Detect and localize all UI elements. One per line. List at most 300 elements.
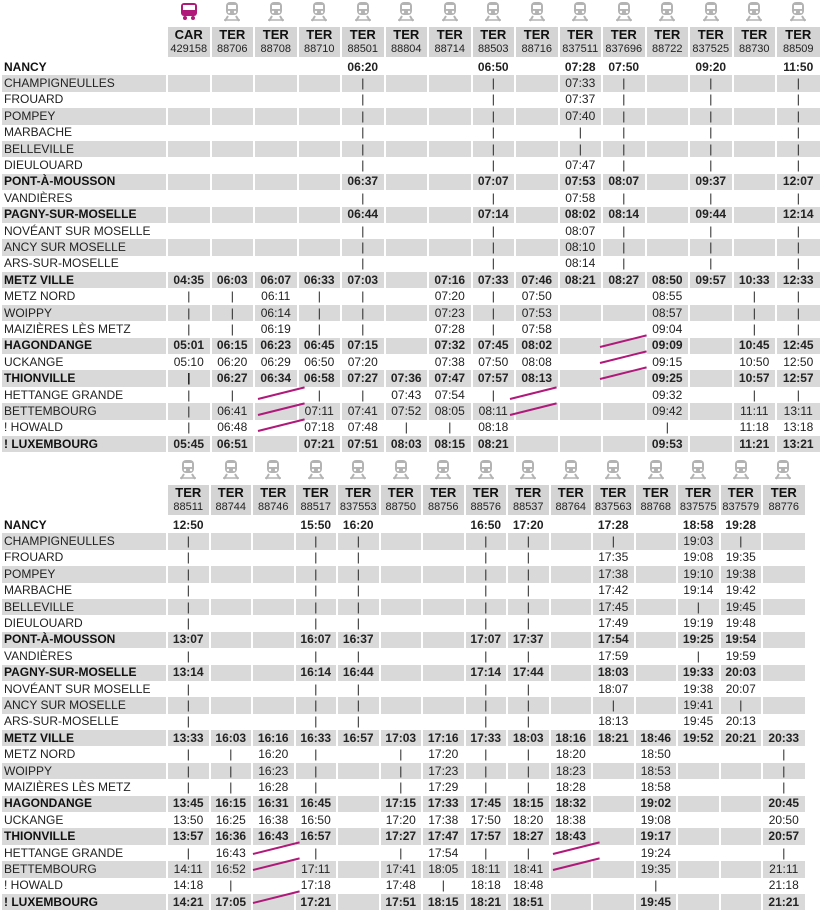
departure-time: | — [507, 697, 550, 713]
departure-time: | — [298, 387, 342, 403]
departure-time — [167, 108, 211, 124]
departure-time — [677, 796, 720, 812]
bus-icon — [178, 0, 200, 22]
departure-time: 18:15 — [507, 796, 550, 812]
service-type: TER — [295, 485, 338, 500]
station-name: WOIPPY — [2, 763, 167, 779]
departure-time — [733, 174, 777, 190]
departure-time — [592, 861, 635, 877]
departure-time: 18:15 — [422, 894, 465, 910]
departure-time — [422, 714, 465, 730]
departure-time — [515, 436, 559, 452]
train-number: 88730 — [733, 42, 777, 58]
departure-time: 08:07 — [602, 174, 646, 190]
icon-cell — [252, 458, 295, 485]
table-row — [2, 288, 820, 304]
station-name: HAGONDANGE — [2, 796, 167, 812]
departure-time: | — [167, 370, 211, 386]
train-icon — [390, 458, 412, 480]
departure-time: 06:29 — [254, 354, 298, 370]
departure-time: | — [298, 305, 342, 321]
departure-time — [385, 288, 429, 304]
departure-time — [167, 190, 211, 206]
departure-time: | — [635, 878, 678, 894]
departure-time: 08:07 — [559, 223, 603, 239]
departure-time — [646, 207, 690, 223]
train-icon — [262, 458, 284, 480]
service-type: TER — [515, 27, 559, 42]
departure-time: 17:03 — [380, 730, 423, 746]
departure-time: 17:41 — [380, 861, 423, 877]
departure-time — [677, 746, 720, 762]
station-name: FROUARD — [4, 550, 64, 565]
train-icon — [395, 0, 417, 22]
departure-time — [380, 599, 423, 615]
departure-time: 11:50 — [776, 58, 820, 75]
departure-time — [298, 174, 342, 190]
departure-time — [254, 75, 298, 91]
departure-time — [298, 256, 342, 272]
departure-time: 09:44 — [689, 207, 733, 223]
departure-time: | — [380, 779, 423, 795]
departure-time: 20:50 — [762, 812, 805, 828]
departure-time — [252, 632, 295, 648]
departure-time: 08:14 — [602, 207, 646, 223]
departure-time: | — [689, 92, 733, 108]
departure-time — [298, 207, 342, 223]
departure-time: 06:44 — [341, 207, 385, 223]
departure-time: 17:45 — [465, 796, 508, 812]
departure-time: | — [507, 714, 550, 730]
departure-time: 06:50 — [472, 58, 516, 75]
train-icon — [475, 458, 497, 480]
departure-time — [252, 681, 295, 697]
departure-time — [385, 354, 429, 370]
departure-time: 12:07 — [776, 174, 820, 190]
departure-time — [254, 58, 298, 75]
table-row — [2, 648, 805, 664]
departure-time: | — [341, 125, 385, 141]
train-icon — [177, 458, 199, 480]
departure-time: 17:54 — [592, 632, 635, 648]
departure-time — [762, 648, 805, 664]
departure-time: 19:35 — [635, 861, 678, 877]
departure-time: | — [167, 746, 210, 762]
departure-time: | — [472, 141, 516, 157]
departure-time — [252, 516, 295, 533]
icon-cell — [298, 0, 342, 27]
departure-time: 19:14 — [677, 583, 720, 599]
station-name: CHAMPIGNEULLES — [2, 533, 167, 549]
departure-time: 10:45 — [733, 338, 777, 354]
departure-time: | — [167, 583, 210, 599]
train-number: 88716 — [515, 42, 559, 58]
departure-time: | — [210, 763, 253, 779]
departure-time — [550, 599, 593, 615]
departure-time: | — [465, 615, 508, 631]
departure-time: | — [295, 583, 338, 599]
departure-time: | — [337, 566, 380, 582]
departure-time: 10:57 — [733, 370, 777, 386]
departure-time: | — [507, 845, 550, 861]
train-icon — [645, 458, 667, 480]
departure-time: | — [210, 779, 253, 795]
departure-time: | — [295, 779, 338, 795]
departure-time — [720, 746, 763, 762]
train-number: 88708 — [254, 42, 298, 58]
departure-time — [720, 763, 763, 779]
departure-time: 08:57 — [646, 305, 690, 321]
train-icon — [602, 458, 624, 480]
departure-time: 19:02 — [635, 796, 678, 812]
departure-time: 18:50 — [635, 746, 678, 762]
table-row — [2, 550, 805, 566]
train-icon — [305, 458, 327, 480]
departure-time: 12:50 — [776, 354, 820, 370]
departure-time: 16:50 — [465, 516, 508, 533]
departure-time: | — [472, 92, 516, 108]
departure-time: | — [380, 845, 423, 861]
departure-time: | — [167, 305, 211, 321]
departure-time: 11:18 — [733, 420, 777, 436]
departure-time: 19:08 — [635, 812, 678, 828]
departure-time: | — [167, 763, 210, 779]
departure-time: 07:33 — [472, 272, 516, 288]
departure-time: | — [465, 599, 508, 615]
departure-time: | — [646, 420, 690, 436]
departure-time — [635, 599, 678, 615]
train-number: 88750 — [380, 500, 423, 516]
icon-cell — [592, 458, 635, 485]
departure-time: 18:05 — [422, 861, 465, 877]
departure-time — [733, 58, 777, 75]
departure-time: | — [559, 125, 603, 141]
service-type: TER — [689, 27, 733, 42]
departure-time: 12:57 — [776, 370, 820, 386]
departure-time: 06:23 — [254, 338, 298, 354]
departure-time — [515, 174, 559, 190]
departure-time: | — [689, 157, 733, 173]
departure-time: | — [776, 108, 820, 124]
departure-time: 07:51 — [341, 436, 385, 452]
departure-time — [385, 207, 429, 223]
train-icon — [569, 0, 591, 22]
departure-time: 17:57 — [465, 828, 508, 844]
train-icon — [560, 458, 582, 480]
departure-time — [677, 894, 720, 910]
departure-time: 05:10 — [167, 354, 211, 370]
train-number: 837579 — [720, 500, 763, 516]
departure-time — [762, 681, 805, 697]
departure-time — [385, 321, 429, 337]
station-name: VANDIÈRES — [4, 648, 73, 663]
departure-time: | — [422, 878, 465, 894]
departure-time: 17:05 — [210, 894, 253, 910]
departure-time — [254, 157, 298, 173]
departure-time: 16:57 — [295, 828, 338, 844]
departure-time — [211, 157, 255, 173]
train-icon — [308, 0, 330, 22]
departure-time: 06:45 — [298, 338, 342, 354]
departure-time: 18:03 — [507, 730, 550, 746]
departure-time — [337, 878, 380, 894]
departure-time: 17:16 — [422, 730, 465, 746]
departure-time: | — [465, 583, 508, 599]
departure-time: 09:09 — [646, 338, 690, 354]
departure-time: | — [341, 92, 385, 108]
departure-time — [646, 174, 690, 190]
departure-time: 08:21 — [472, 436, 516, 452]
departure-time — [677, 845, 720, 861]
station-name: ! HOWALD — [4, 420, 63, 435]
departure-time — [550, 583, 593, 599]
departure-time — [550, 665, 593, 681]
departure-time: 07:53 — [559, 174, 603, 190]
station-name: FROUARD — [4, 92, 64, 107]
departure-time — [385, 256, 429, 272]
departure-time: | — [298, 288, 342, 304]
station-name: PAGNY-SUR-MOSELLE — [2, 207, 167, 223]
departure-time — [635, 681, 678, 697]
departure-time: 13:14 — [167, 665, 210, 681]
station-name: BETTEMBOURG — [2, 861, 167, 877]
departure-time: | — [465, 746, 508, 762]
table-row — [2, 125, 820, 141]
departure-time: | — [472, 288, 516, 304]
departure-time — [422, 533, 465, 549]
departure-time — [550, 648, 593, 664]
departure-time — [602, 305, 646, 321]
departure-time — [167, 75, 211, 91]
station-name: UCKANGE — [4, 812, 64, 827]
table-row — [2, 420, 820, 436]
departure-time: 07:03 — [341, 272, 385, 288]
train-number: 88537 — [507, 500, 550, 516]
departure-time — [422, 615, 465, 631]
departure-time — [428, 239, 472, 255]
departure-time: 16:45 — [295, 796, 338, 812]
train-number: 88706 — [211, 42, 255, 58]
train-icon — [347, 458, 369, 480]
departure-time — [635, 516, 678, 533]
departure-time: | — [167, 550, 210, 566]
departure-time — [385, 190, 429, 206]
departure-time: 13:50 — [167, 812, 210, 828]
departure-time — [733, 239, 777, 255]
departure-time — [550, 550, 593, 566]
departure-time — [515, 239, 559, 255]
departure-time: 17:38 — [422, 812, 465, 828]
station-name: NOVÉANT SUR MOSELLE — [4, 223, 151, 238]
station-name: PONT-À-MOUSSON — [2, 174, 167, 190]
departure-time: 06:20 — [341, 58, 385, 75]
departure-time: 07:38 — [428, 354, 472, 370]
departure-time: 06:14 — [254, 305, 298, 321]
departure-time — [602, 436, 646, 452]
departure-time: | — [341, 190, 385, 206]
departure-time: | — [341, 321, 385, 337]
train-icon — [517, 458, 539, 480]
station-name: DIEULOUARD — [4, 616, 83, 631]
departure-time — [380, 533, 423, 549]
departure-time: 20:45 — [762, 796, 805, 812]
departure-time — [428, 256, 472, 272]
departure-time: 08:21 — [559, 272, 603, 288]
departure-time: 06:50 — [298, 354, 342, 370]
icon-cell — [428, 0, 472, 27]
table-row — [2, 845, 805, 861]
departure-time: 16:16 — [252, 730, 295, 746]
departure-time: | — [776, 141, 820, 157]
departure-time — [337, 763, 380, 779]
station-name: POMPEY — [2, 566, 167, 582]
departure-time — [298, 92, 342, 108]
departure-time — [254, 207, 298, 223]
train-number: 88576 — [465, 500, 508, 516]
departure-time: 16:14 — [295, 665, 338, 681]
table-row — [2, 599, 805, 615]
departure-time — [254, 92, 298, 108]
departure-time: 16:25 — [210, 812, 253, 828]
departure-time: 08:14 — [559, 256, 603, 272]
service-type: TER — [337, 485, 380, 500]
departure-time — [515, 125, 559, 141]
table-row — [2, 157, 820, 173]
departure-time: 12:45 — [776, 338, 820, 354]
icon-cell — [380, 458, 423, 485]
departure-time — [385, 58, 429, 75]
departure-time: 19:28 — [720, 516, 763, 533]
departure-time: 07:11 — [298, 403, 342, 419]
departure-time: | — [167, 387, 211, 403]
departure-time — [254, 190, 298, 206]
icon-cell — [720, 458, 763, 485]
departure-time — [733, 223, 777, 239]
departure-time — [210, 615, 253, 631]
departure-time: 09:25 — [646, 370, 690, 386]
departure-time: 18:48 — [507, 878, 550, 894]
departure-time — [298, 157, 342, 173]
icon-cell — [550, 458, 593, 485]
departure-time: 07:18 — [298, 420, 342, 436]
departure-time — [677, 812, 720, 828]
departure-time: 18:21 — [592, 730, 635, 746]
train-number: 88756 — [422, 500, 465, 516]
table-row — [2, 387, 820, 403]
departure-time — [385, 338, 429, 354]
departure-time: 13:57 — [167, 828, 210, 844]
departure-time — [380, 714, 423, 730]
station-name: PONT-À-MOUSSON — [2, 632, 167, 648]
departure-time: 07:20 — [428, 288, 472, 304]
departure-time: 10:50 — [733, 354, 777, 370]
departure-time: | — [337, 599, 380, 615]
departure-time — [733, 256, 777, 272]
table-row — [2, 763, 805, 779]
departure-time: 18:21 — [465, 894, 508, 910]
service-type: TER — [380, 485, 423, 500]
icon-cell — [776, 0, 820, 27]
departure-time: 16:57 — [337, 730, 380, 746]
departure-time — [254, 141, 298, 157]
departure-time: | — [776, 239, 820, 255]
station-name: ! LUXEMBOURG — [2, 894, 167, 910]
departure-time: 14:21 — [167, 894, 210, 910]
departure-time — [733, 141, 777, 157]
departure-time — [559, 338, 603, 354]
departure-time: 14:11 — [167, 861, 210, 877]
departure-time: 20:13 — [720, 714, 763, 730]
train-icon — [772, 458, 794, 480]
departure-time: | — [602, 256, 646, 272]
departure-time: | — [776, 157, 820, 173]
departure-time — [254, 108, 298, 124]
departure-time: 18:20 — [507, 812, 550, 828]
departure-time: 17:49 — [592, 615, 635, 631]
service-type: TER — [507, 485, 550, 500]
departure-time: | — [465, 648, 508, 664]
station-name: HAGONDANGE — [2, 338, 167, 354]
train-number: 88722 — [646, 42, 690, 58]
service-type: TER — [298, 27, 342, 42]
table-row — [2, 861, 805, 877]
departure-time: 07:36 — [385, 370, 429, 386]
departure-time: 19:41 — [677, 697, 720, 713]
departure-time — [762, 632, 805, 648]
departure-time: | — [341, 256, 385, 272]
departure-time: 13:07 — [167, 632, 210, 648]
departure-time: 08:50 — [646, 272, 690, 288]
departure-time: | — [341, 108, 385, 124]
departure-time: | — [733, 387, 777, 403]
service-type: TER — [252, 485, 295, 500]
departure-time: | — [167, 321, 211, 337]
departure-time: 17:38 — [592, 566, 635, 582]
departure-time — [211, 207, 255, 223]
departure-time — [689, 288, 733, 304]
departure-time: 07:28 — [428, 321, 472, 337]
departure-time: | — [733, 288, 777, 304]
train-number: 429158 — [167, 42, 211, 58]
departure-time: 09:37 — [689, 174, 733, 190]
table-row — [2, 92, 820, 108]
departure-time — [515, 420, 559, 436]
departure-time: | — [380, 763, 423, 779]
table-row — [2, 714, 805, 730]
table-row — [2, 615, 805, 631]
departure-time — [252, 583, 295, 599]
departure-time: | — [211, 288, 255, 304]
departure-time — [559, 305, 603, 321]
train-number: 88714 — [428, 42, 472, 58]
departure-time — [422, 648, 465, 664]
train-number: 837511 — [559, 42, 603, 58]
header-spacer — [2, 27, 167, 42]
departure-time — [210, 566, 253, 582]
table-row — [2, 75, 820, 91]
departure-time: 16:15 — [210, 796, 253, 812]
departure-time: | — [337, 550, 380, 566]
departure-time: | — [472, 157, 516, 173]
icon-cell — [559, 0, 603, 27]
station-name: PAGNY-SUR-MOSELLE — [2, 665, 167, 681]
departure-time: | — [295, 845, 338, 861]
station-name: MAIZIÈRES LÈS METZ — [4, 321, 131, 336]
departure-time: 20:21 — [720, 730, 763, 746]
departure-time: | — [677, 648, 720, 664]
departure-time — [646, 58, 690, 75]
departure-time: | — [295, 763, 338, 779]
